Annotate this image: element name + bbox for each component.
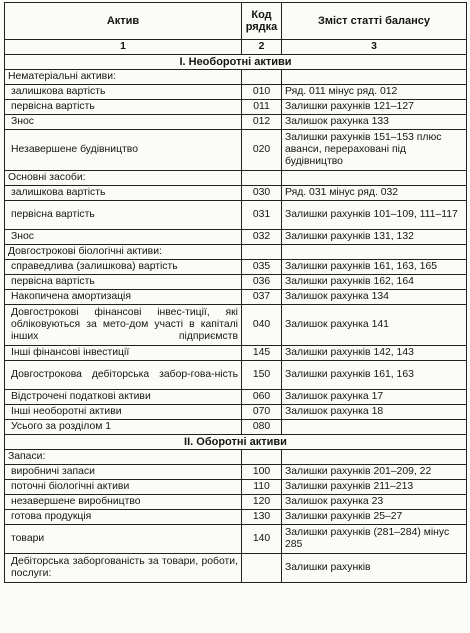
table-row: [5, 290, 467, 305]
table-row: [5, 495, 467, 510]
row-code: 012: [242, 115, 282, 130]
header-code: Код рядка: [242, 3, 282, 40]
row-active-name: залишкова вартість: [5, 186, 242, 201]
row-active-name: первісна вартість: [5, 201, 242, 230]
row-content: Залишки рахунків 211–213: [282, 480, 467, 495]
section-2-title: ІІ. Оборотні активи: [5, 435, 467, 450]
table-row: [5, 405, 467, 420]
row-code: 037: [242, 290, 282, 305]
row-content: Залишок рахунка 18: [282, 405, 467, 420]
row-code: 035: [242, 260, 282, 275]
row-code: 130: [242, 510, 282, 525]
table-row: [5, 171, 467, 186]
balance-table: [4, 2, 467, 583]
section-1-heading-row: [5, 55, 467, 70]
header-active: Актив: [5, 3, 242, 40]
table-row: [5, 305, 467, 346]
row-active-name: виробничі запаси: [5, 465, 242, 480]
table-row: [5, 230, 467, 245]
row-code: 036: [242, 275, 282, 290]
row-code: 110: [242, 480, 282, 495]
row-active-name: Нематеріальні активи:: [5, 70, 242, 85]
column-number-1: 1: [5, 40, 242, 55]
row-content: Залишок рахунка 134: [282, 290, 467, 305]
row-active-name: Знос: [5, 230, 242, 245]
section-1-title: І. Необоротні активи: [5, 55, 467, 70]
row-content: Залишки рахунків (281–284) мінус 285: [282, 525, 467, 554]
row-content: [282, 450, 467, 465]
table-row: [5, 361, 467, 390]
row-code: 020: [242, 130, 282, 171]
row-code: 060: [242, 390, 282, 405]
row-code: [242, 450, 282, 465]
row-active-name: Довгострокова дебіторська забор-гова-ність: [5, 361, 242, 390]
row-content: Залишки рахунків 25–27: [282, 510, 467, 525]
row-code: 011: [242, 100, 282, 115]
column-number-2: 2: [242, 40, 282, 55]
row-content: Залишки рахунків 151–153 плюс аванси, перераховані під будівництво: [282, 130, 467, 171]
row-code: 145: [242, 346, 282, 361]
row-active-name: справедлива (залишкова) вартість: [5, 260, 242, 275]
table-row: [5, 260, 467, 275]
row-active-name: Знос: [5, 115, 242, 130]
row-content: Залишок рахунка 133: [282, 115, 467, 130]
row-active-name: первісна вартість: [5, 275, 242, 290]
row-code: 070: [242, 405, 282, 420]
row-code: [242, 554, 282, 583]
row-code: 030: [242, 186, 282, 201]
row-active-name: Довгострокові біологічні активи:: [5, 245, 242, 260]
table-row: [5, 130, 467, 171]
table-row: [5, 70, 467, 85]
table-row: [5, 85, 467, 100]
row-content: [282, 420, 467, 435]
row-content: Залишки рахунків 161, 163: [282, 361, 467, 390]
row-content: Залишки рахунків: [282, 554, 467, 583]
row-content: Залишки рахунків 201–209, 22: [282, 465, 467, 480]
table-row: [5, 390, 467, 405]
section-1-body: [5, 55, 467, 435]
row-code: 010: [242, 85, 282, 100]
row-active-name: первісна вартість: [5, 100, 242, 115]
row-code: [242, 171, 282, 186]
row-active-name: готова продукція: [5, 510, 242, 525]
row-content: Залишки рахунків 121–127: [282, 100, 467, 115]
row-active-name: Усього за розділом 1: [5, 420, 242, 435]
row-code: 100: [242, 465, 282, 480]
header-row: [5, 3, 467, 40]
table-row: [5, 480, 467, 495]
table-row: [5, 465, 467, 480]
row-active-name: Відстрочені податкові активи: [5, 390, 242, 405]
table-row: [5, 420, 467, 435]
row-content: Ряд. 031 мінус ряд. 032: [282, 186, 467, 201]
row-active-name: Довгострокові фінансові інвес-тиції, які обліковуються за мето-дом участі в капіталі інших підприємств: [5, 305, 242, 346]
table-row: [5, 186, 467, 201]
row-content: [282, 245, 467, 260]
row-code: 080: [242, 420, 282, 435]
row-content: Ряд. 011 мінус ряд. 012: [282, 85, 467, 100]
table-row: [5, 346, 467, 361]
row-content: Залишки рахунків 131, 132: [282, 230, 467, 245]
row-active-name: Накопичена амортизація: [5, 290, 242, 305]
table-row: [5, 100, 467, 115]
row-code: 120: [242, 495, 282, 510]
table-row: [5, 450, 467, 465]
row-code: 031: [242, 201, 282, 230]
row-active-name: Дебіторська заборгованість за товари, роботи, послуги:: [5, 554, 242, 583]
table-row: [5, 525, 467, 554]
row-active-name: Інші необоротні активи: [5, 405, 242, 420]
table-row: [5, 510, 467, 525]
row-active-name: товари: [5, 525, 242, 554]
table-row: [5, 245, 467, 260]
row-active-name: Основні засоби:: [5, 171, 242, 186]
row-content: Залишки рахунків 142, 143: [282, 346, 467, 361]
column-number-row: [5, 40, 467, 55]
row-content: Залишок рахунка 17: [282, 390, 467, 405]
row-active-name: Інші фінансові інвестиції: [5, 346, 242, 361]
row-content: [282, 171, 467, 186]
section-2-heading-row: [5, 435, 467, 450]
section-2-body: [5, 435, 467, 583]
table-row: [5, 115, 467, 130]
row-content: [282, 70, 467, 85]
column-number-3: 3: [282, 40, 467, 55]
header-content: Зміст статті балансу: [282, 3, 467, 40]
row-active-name: поточні біологічні активи: [5, 480, 242, 495]
row-active-name: залишкова вартість: [5, 85, 242, 100]
row-content: Залишок рахунка 141: [282, 305, 467, 346]
table-row: [5, 201, 467, 230]
row-code: 150: [242, 361, 282, 390]
row-active-name: Незавершене будівництво: [5, 130, 242, 171]
row-content: Залишки рахунків 101–109, 111–117: [282, 201, 467, 230]
row-code: [242, 70, 282, 85]
row-code: [242, 245, 282, 260]
row-code: 032: [242, 230, 282, 245]
row-code: 040: [242, 305, 282, 346]
table-row: [5, 554, 467, 583]
row-active-name: Запаси:: [5, 450, 242, 465]
row-active-name: незавершене виробництво: [5, 495, 242, 510]
row-content: Залишок рахунка 23: [282, 495, 467, 510]
row-content: Залишки рахунків 161, 163, 165: [282, 260, 467, 275]
table-row: [5, 275, 467, 290]
row-code: 140: [242, 525, 282, 554]
row-content: Залишки рахунків 162, 164: [282, 275, 467, 290]
